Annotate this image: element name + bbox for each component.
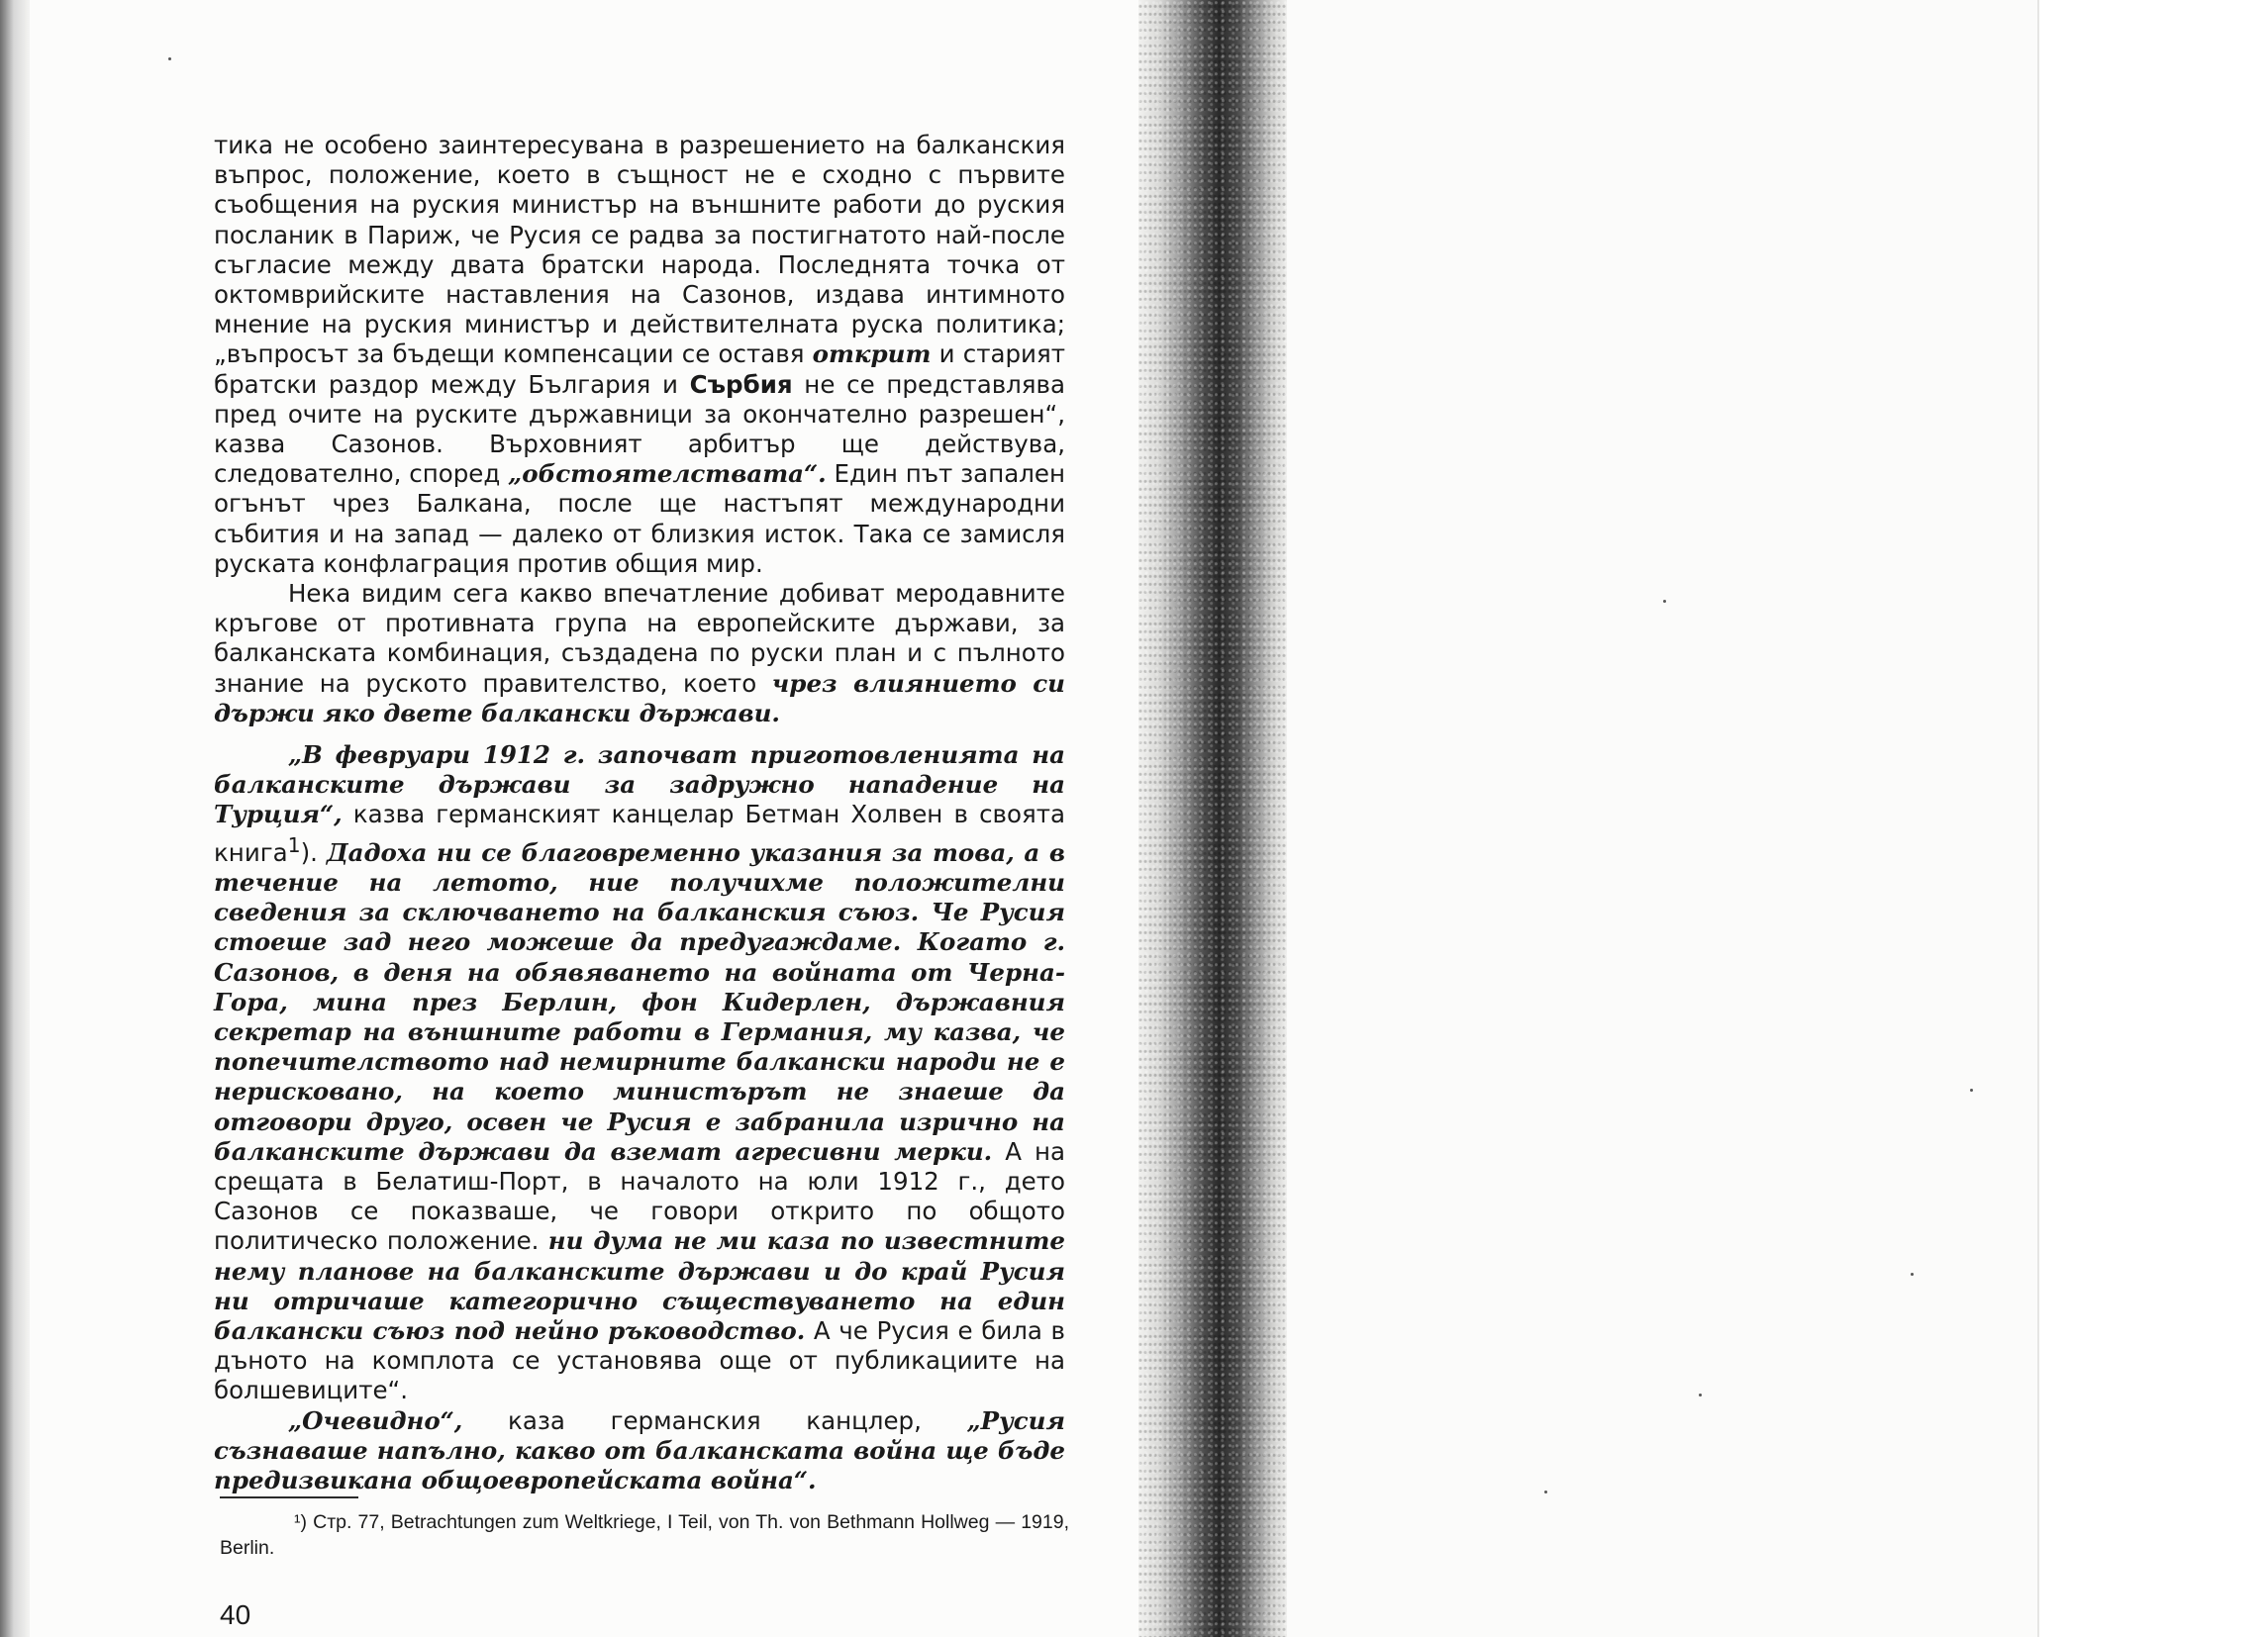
paragraph [214, 131, 1065, 579]
scan-speck [168, 57, 171, 60]
scan-speck [1911, 1273, 1914, 1276]
right-page-blank [1287, 0, 2079, 1637]
footnote-rule [220, 1496, 358, 1498]
scan-margin [2039, 0, 2268, 1637]
emphasis-text: „Русия съзнаваше напълно, какво от балканската война ще бъде предизвикана общоевропейската война“. [214, 1405, 1065, 1495]
body-text-run: А че Русия е била в дъното на комплота се установява още от публикациите на болшевиците“. [214, 1316, 1065, 1405]
scan-speck [1663, 600, 1666, 603]
paragraph [214, 740, 1065, 1406]
scan-speck [1699, 1394, 1702, 1396]
emphasis-text: открит [812, 339, 932, 369]
gutter-scan-noise [1138, 0, 1287, 1637]
body-text-run: Един път запален огънът чрез Балкана, после ще настъпят международни събития и на запад — далеко от близкия исток. Така се замисля руската конфлаграция против общия мир. [214, 459, 1065, 578]
body-text-run: и старият братски раздор между България и [214, 339, 1065, 399]
bold-text: Сърбия [689, 369, 793, 399]
paragraph [214, 1406, 1065, 1496]
scan-speck [1544, 1491, 1547, 1493]
footnote: ¹) Стр. 77, Betrachtungen zum Weltkriege, I Teil, von Th. von Bethmann Hollweg — 1919, Berlin. [220, 1511, 1069, 1559]
emphasis-text: ни дума не ми каза по известните нему планове на балканските държави и до край Русия ни отричаше категорично съществуването на един балкански съюз под нейно ръководство. [214, 1226, 1065, 1346]
body-text [214, 131, 1065, 1495]
body-text-run: каза германския канцлер, [462, 1405, 967, 1435]
body-text-run: не се представлява пред очите на руските държавници за окончателно разрешен“, казва Сазонов. Върховният арбитър ще действува, следователно, според [214, 369, 1065, 489]
body-text-run: А на срещата в Белатиш-Порт, в началото на юли 1912 г., дето Сазонов се показваше, че говори открито по общото политическо положение. [214, 1136, 1065, 1256]
paragraph [214, 579, 1065, 728]
footnote-marker: 1 [287, 832, 301, 857]
body-text-run: ). [300, 837, 327, 867]
emphasis-text: „Очевидно“, [288, 1405, 463, 1435]
emphasis-text: „В февруари 1912 г. започват приготовленията на балканските държави за задружно нападение на Турция“, [214, 740, 1065, 829]
body-text-run: тика не особено заинтересувана в разрешението на балканския въпрос, положение, което в същност не е сходно с първите съобщения на руския министър на външните работи до руския посланик в Париж, че Русия се радва за постигнатото най-после съгласие между двата братски народа. Последнята точка от октомврийските наставления на Сазонов, издава интимното мнение на руския министър и действителната руска политика; „въпросът за бъдещи компенсации се оставя [214, 131, 1065, 369]
emphasis-text: чрез влиянието си държи яко двете балкански държави. [214, 668, 1065, 727]
scan-speck [1970, 1089, 1973, 1092]
emphasis-text: „обстоятелствата“. [508, 459, 827, 489]
left-page-edge-shadow [0, 0, 30, 1637]
page-number: 40 [220, 1599, 251, 1630]
emphasis-text: Дадоха ни се благовременно указания за това, а в течение на летото, ние получихме положителни сведения за сключването на балканския съюз. Че Русия стоеше зад него можеше да предугаждаме. Когато г. Сазонов, в деня на обявяването на войната от Черна-Гора, мина през Берлин, фон Кидерлен, държавния секретар на външните работи в Германия, му казва, че попечителството над немирните балкански народи не е нерисковано, на което министърът не знаеше да отговори друго, освен че Русия е забранила изрично на балканските държави да вземат агресивни мерки. [214, 837, 1065, 1166]
body-text-run: казва германският канцелар Бетман Холвен в своята книга [214, 800, 1065, 867]
body-text-run: Нека видим сега какво впечатление добиват меродавните кръгове от противната група на европейските държави, за балканската комбинация, създадена по руски план и с пълното знание на руското правителство, което [214, 579, 1065, 698]
